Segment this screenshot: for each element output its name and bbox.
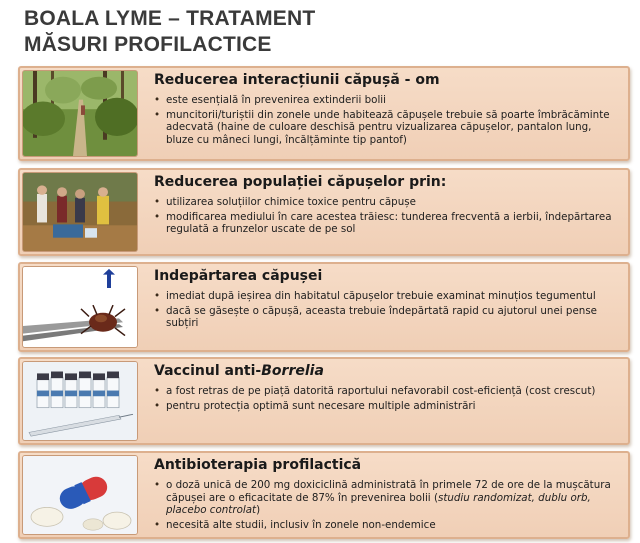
forest-path-photo — [23, 71, 137, 156]
bullet-item: • dacă se găsește o căpușă, aceasta trebuie îndepărtată rapid cu ajutorul unei pense subțiri — [154, 305, 622, 330]
bullet-list — [154, 479, 622, 531]
card-content — [154, 268, 622, 332]
card-title: Reducerea interacțiunii căpușă - om — [154, 72, 440, 88]
page-title-line2: MĂSURI PROFILACTICE — [24, 33, 272, 56]
card-title-italic: Borrelia — [261, 363, 324, 379]
page-title — [24, 6, 315, 58]
card-title — [154, 363, 622, 380]
tick-removal-tweezers-illustration — [23, 267, 137, 347]
bullet-item: • muncitorii/turiștii din zonele unde habitează căpușele trebuie să poarte îmbrăcăminte adecvată (haine de culoare deschisă pentru vizualizarea căpușelor, pantalon lung, bluze cu mâneci lungi, încălțăminte tip pantof) — [154, 109, 622, 147]
card-tick-removal — [18, 262, 630, 352]
card-content — [154, 363, 622, 414]
pills-capsule-photo — [23, 456, 137, 534]
bullet-item: • necesită alte studii, inclusiv în zonele non-endemice — [154, 519, 622, 532]
vaccine-vials-syringe-photo — [23, 362, 137, 440]
card-title: Indepărtarea căpușei — [154, 268, 323, 284]
bullet-item — [154, 479, 622, 517]
card-content — [154, 174, 622, 238]
card-title: Reducerea populației căpușelor prin: — [154, 174, 447, 190]
bullet-item: • imediat după ieșirea din habitatul căpușelor trebuie examinat minuțios tegumentul — [154, 290, 622, 303]
card-title-prefix: Vaccinul anti- — [154, 363, 262, 379]
bullet-text: o doză unică de 200 mg doxiciclină administrată în primele 72 de ore de la mușcătura căpușei are o eficacitate de 87% în prevenirea bolii ( — [166, 479, 611, 504]
page-title-line1: BOALA LYME – TRATAMENT — [24, 7, 316, 30]
card-tick-population-reduction — [18, 168, 630, 256]
bullet-text: ) — [256, 504, 261, 517]
bullet-item: • pentru protecția optimă sunt necesare multiple administrări — [154, 400, 622, 413]
bullet-text-italic: studiu randomizat, dublu orb, placebo controlat — [166, 491, 591, 517]
bullet-list — [154, 94, 622, 146]
card-content — [154, 457, 622, 533]
bullet-item: • modificarea mediului în care acestea trăiesc: tunderea frecventă a ierbii, îndepărtarea regulată a frunzelor uscate de pe sol — [154, 211, 622, 236]
card-title: Antibioterapia profilactică — [154, 457, 362, 473]
card-borrelia-vaccine — [18, 357, 630, 445]
bullet-list — [154, 385, 622, 412]
bullet-item: • este esențială în prevenirea extinderii bolii — [154, 94, 622, 107]
card-content — [154, 72, 622, 148]
card-tick-human-interaction — [18, 66, 630, 161]
bullet-list — [154, 290, 622, 330]
people-spraying-field-photo — [23, 173, 137, 251]
bullet-item: • utilizarea soluțiilor chimice toxice pentru căpușe — [154, 196, 622, 209]
bullet-list — [154, 196, 622, 236]
bullet-item: • a fost retras de pe piață datorită raportului nefavorabil cost-eficiență (cost crescut) — [154, 385, 622, 398]
card-prophylactic-antibiotics — [18, 451, 630, 539]
